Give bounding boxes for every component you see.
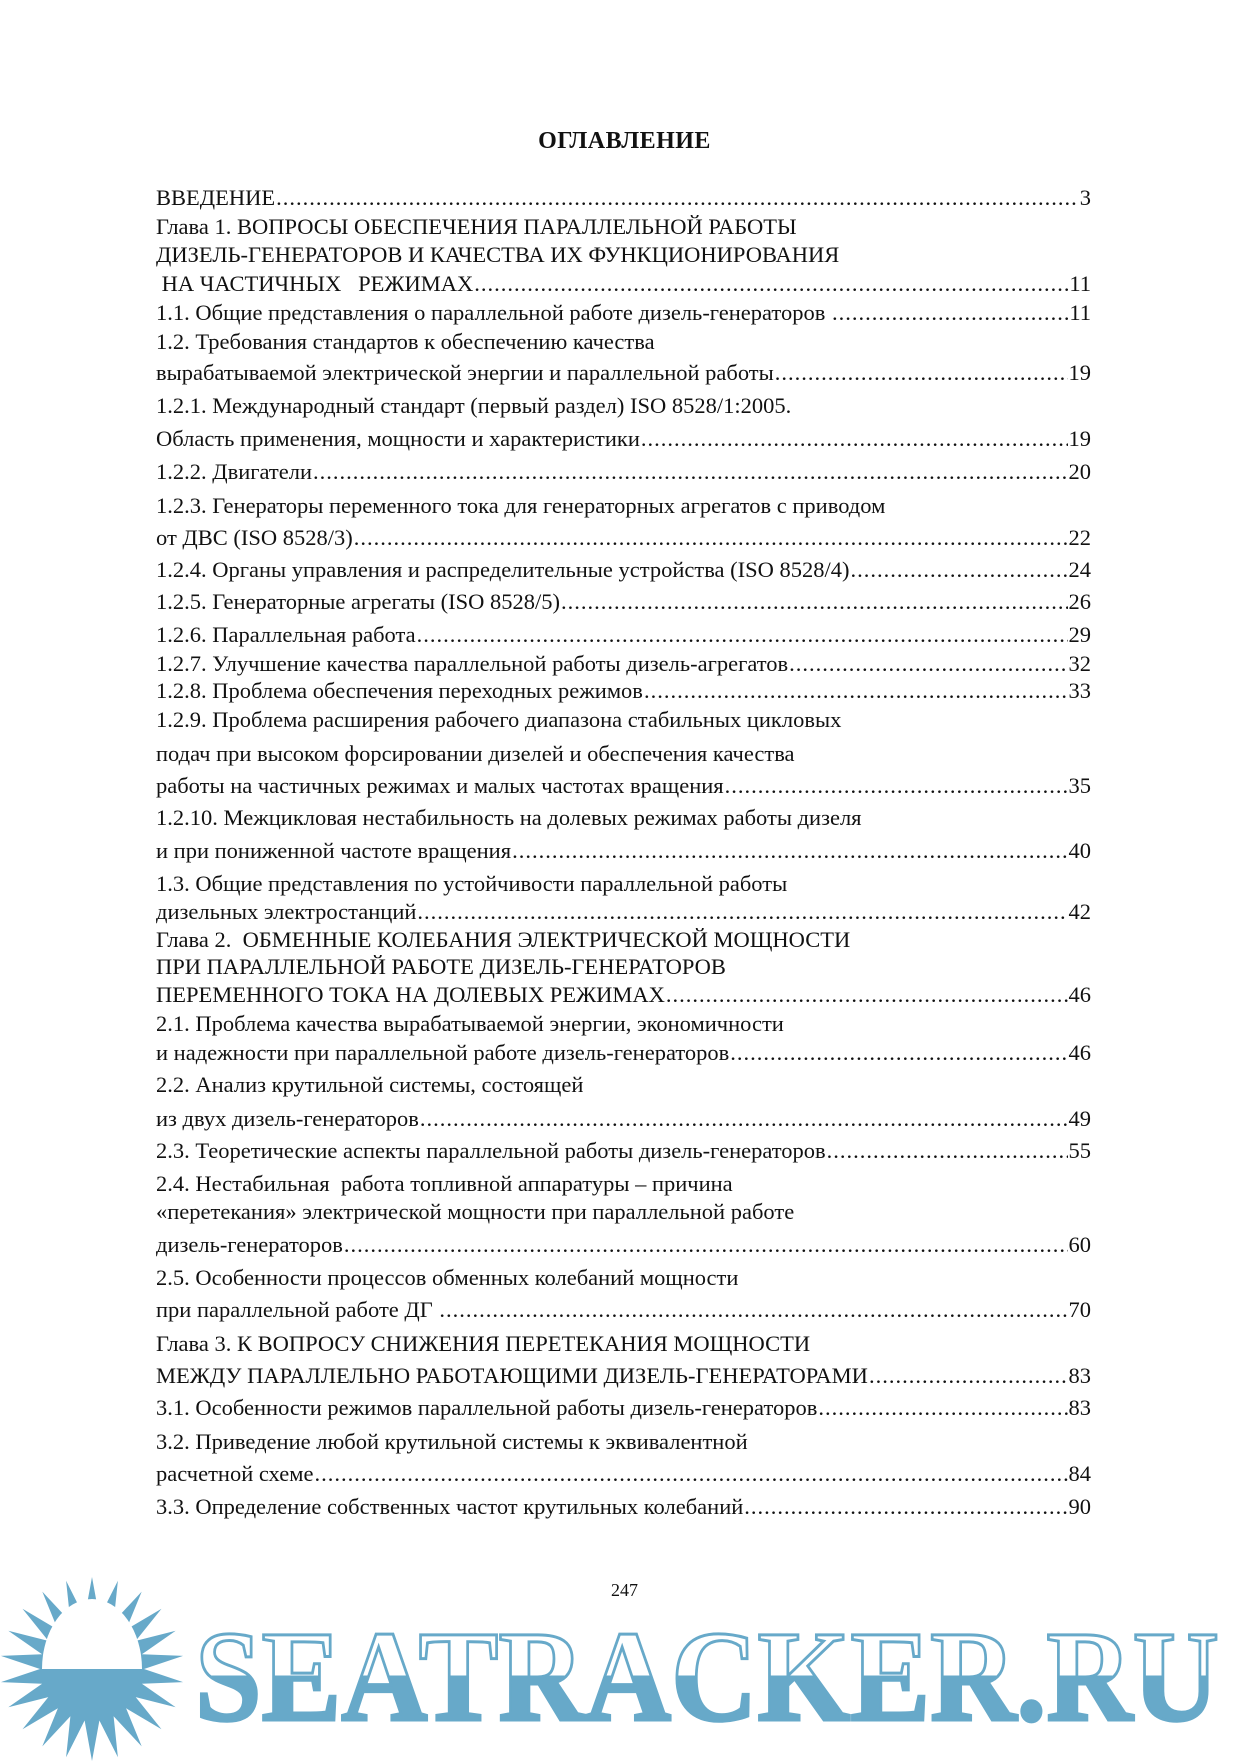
toc-entry-text: ПРИ ПАРАЛЛЕЛЬНОЙ РАБОТЕ ДИЗЕЛЬ-ГЕНЕРАТОРОВ bbox=[156, 954, 726, 979]
toc-entry-line bbox=[156, 1265, 1091, 1291]
toc-page-number: 90 bbox=[1068, 1494, 1091, 1519]
toc-entry-line bbox=[156, 1429, 1091, 1455]
dot-leader bbox=[474, 271, 1068, 297]
dot-leader bbox=[818, 1395, 1067, 1421]
toc-entry-text: «перетекания» электрической мощности при параллельной работе bbox=[156, 1199, 795, 1224]
toc-page-number: 60 bbox=[1068, 1232, 1091, 1257]
toc-entry-line bbox=[156, 300, 1091, 326]
toc-page-number: 32 bbox=[1068, 651, 1091, 676]
toc-entry-line bbox=[156, 741, 1091, 767]
toc-entry-line bbox=[156, 707, 1091, 733]
dot-leader bbox=[730, 1040, 1067, 1066]
toc-entry-text: 3.1. Особенности режимов параллельной работы дизель-генераторов bbox=[156, 1395, 818, 1420]
toc-entry-text: 1.2.9. Проблема расширения рабочего диапазона стабильных цикловых bbox=[156, 707, 842, 732]
toc-entry-line bbox=[156, 773, 1091, 799]
sun-icon bbox=[1, 1577, 183, 1761]
toc-entry-line bbox=[156, 525, 1091, 551]
toc-entry-line bbox=[156, 329, 1091, 355]
toc-page-number: 19 bbox=[1068, 426, 1091, 451]
toc-entry-line bbox=[156, 393, 1091, 419]
toc-entry-text: НА ЧАСТИЧНЫХ РЕЖИМАХ bbox=[156, 271, 474, 296]
toc-entry-line bbox=[156, 651, 1091, 677]
toc-entry-line bbox=[156, 1297, 1091, 1323]
dot-leader bbox=[344, 1232, 1068, 1258]
toc-entry-text: работы на частичных режимах и малых частотах вращения bbox=[156, 773, 724, 798]
toc-page-number: 11 bbox=[1069, 300, 1091, 325]
toc-entry-line bbox=[156, 1494, 1091, 1520]
toc-entry-line bbox=[156, 927, 1091, 953]
dot-leader bbox=[417, 899, 1067, 925]
toc-entry-line bbox=[156, 1331, 1091, 1357]
toc-entry-text: 1.2.4. Органы управления и распределительные устройства (ISO 8528/4) bbox=[156, 557, 850, 582]
toc-entry-text: 2.2. Анализ крутильной системы, состоящей bbox=[156, 1072, 584, 1097]
toc-entry-text: ПЕРЕМЕННОГО ТОКА НА ДОЛЕВЫХ РЕЖИМАХ bbox=[156, 982, 665, 1007]
toc-entry-line bbox=[156, 838, 1091, 864]
dot-leader bbox=[420, 1106, 1068, 1132]
toc-page-number: 40 bbox=[1068, 838, 1091, 863]
toc-page-number: 11 bbox=[1069, 271, 1091, 296]
toc-entry-text: от ДВС (ISO 8528/3) bbox=[156, 525, 353, 550]
toc-entry-text: 1.3. Общие представления по устойчивости параллельной работы bbox=[156, 871, 788, 896]
toc-page-number: 35 bbox=[1068, 773, 1091, 798]
dot-leader bbox=[644, 678, 1068, 704]
toc-entry-text: 1.2.7. Улучшение качества параллельной работы дизель-агрегатов bbox=[156, 651, 789, 676]
toc-entry-text: при параллельной работе ДГ bbox=[156, 1297, 439, 1322]
toc-page-number: 84 bbox=[1068, 1461, 1091, 1486]
dot-leader bbox=[561, 589, 1067, 615]
toc-entry-text: дизель-генераторов bbox=[156, 1232, 343, 1257]
toc-entry-text: 2.3. Теоретические аспекты параллельной работы дизель-генераторов bbox=[156, 1138, 826, 1163]
dot-leader bbox=[512, 838, 1067, 864]
toc-entry-text: 2.5. Особенности процессов обменных колебаний мощности bbox=[156, 1265, 739, 1290]
toc-entry-line bbox=[156, 426, 1091, 452]
page-title: ОГЛАВЛЕНИЕ bbox=[538, 128, 711, 154]
toc-entry-line bbox=[156, 459, 1091, 485]
toc-entry-text: ДИЗЕЛЬ-ГЕНЕРАТОРОВ И КАЧЕСТВА ИХ ФУНКЦИОНИРОВАНИЯ bbox=[156, 242, 840, 267]
dot-leader bbox=[417, 622, 1068, 648]
toc-entry-text: Глава 1. ВОПРОСЫ ОБЕСПЕЧЕНИЯ ПАРАЛЛЕЛЬНОЙ РАБОТЫ bbox=[156, 214, 797, 239]
toc-entry-line bbox=[156, 1363, 1091, 1389]
toc-entry-text: дизельных электростанций bbox=[156, 899, 417, 924]
toc-entry-line bbox=[156, 622, 1091, 648]
toc-entry-line bbox=[156, 493, 1091, 519]
toc-entry-line bbox=[156, 1171, 1091, 1197]
toc-entry-line bbox=[156, 1232, 1091, 1258]
toc-entry-text: МЕЖДУ ПАРАЛЛЕЛЬНО РАБОТАЮЩИМИ ДИЗЕЛЬ-ГЕНЕРАТОРАМИ bbox=[156, 1363, 868, 1388]
dot-leader bbox=[725, 773, 1068, 799]
toc-entry-text: 1.2. Требования стандартов к обеспечению качества bbox=[156, 329, 655, 354]
toc-entry-line bbox=[156, 871, 1091, 897]
toc-entry-line bbox=[156, 805, 1091, 831]
dot-leader bbox=[775, 360, 1068, 386]
toc-entry-text: 1.1. Общие представления о параллельной работе дизель-генераторов bbox=[156, 300, 831, 325]
toc-entry-text: и при пониженной частоте вращения bbox=[156, 838, 512, 863]
dot-leader bbox=[354, 525, 1068, 551]
toc-page-number: 46 bbox=[1068, 982, 1091, 1007]
toc-page-number: 3 bbox=[1079, 185, 1091, 210]
toc-entry-text: 2.4. Нестабильная работа топливной аппаратуры – причина bbox=[156, 1171, 733, 1196]
toc-entry-line bbox=[156, 1072, 1091, 1098]
toc-entry-text: 1.2.6. Параллельная работа bbox=[156, 622, 416, 647]
toc-page-number: 49 bbox=[1068, 1106, 1091, 1131]
toc-entry-text: 1.2.5. Генераторные агрегаты (ISO 8528/5) bbox=[156, 589, 561, 614]
toc-entry-line bbox=[156, 982, 1091, 1008]
dot-leader bbox=[314, 1461, 1067, 1487]
toc-page-number: 42 bbox=[1068, 899, 1091, 924]
dot-leader bbox=[744, 1494, 1067, 1520]
toc-entry-text: 1.2.3. Генераторы переменного тока для генераторных агрегатов с приводом bbox=[156, 493, 886, 518]
dot-leader bbox=[666, 982, 1068, 1008]
toc-page-number: 24 bbox=[1068, 557, 1091, 582]
toc-entry-line bbox=[156, 678, 1091, 704]
toc-entry-text: Глава 2. ОБМЕННЫЕ КОЛЕБАНИЯ ЭЛЕКТРИЧЕСКОЙ МОЩНОСТИ bbox=[156, 927, 851, 952]
toc-entry-text: из двух дизель-генераторов bbox=[156, 1106, 419, 1131]
toc-entry-line bbox=[156, 271, 1091, 297]
page-number: 247 bbox=[611, 1580, 638, 1600]
toc-entry-text: и надежности при параллельной работе дизель-генераторов bbox=[156, 1040, 730, 1065]
toc-page-number: 19 bbox=[1068, 360, 1091, 385]
toc-page-number: 26 bbox=[1068, 589, 1091, 614]
toc-page-number: 33 bbox=[1068, 678, 1091, 703]
toc-page-number: 70 bbox=[1068, 1297, 1091, 1322]
toc-entry-text: 1.2.8. Проблема обеспечения переходных режимов bbox=[156, 678, 643, 703]
toc-page-number: 83 bbox=[1068, 1363, 1091, 1388]
toc-entry-line bbox=[156, 1011, 1091, 1037]
toc-entry-line bbox=[156, 1395, 1091, 1421]
toc-page-number: 29 bbox=[1068, 622, 1091, 647]
toc-entry-line bbox=[156, 1040, 1091, 1066]
toc-entry-text: 3.2. Приведение любой крутильной системы к эквивалентной bbox=[156, 1429, 748, 1454]
dot-leader bbox=[439, 1297, 1067, 1323]
dot-leader bbox=[313, 459, 1068, 485]
dot-leader bbox=[276, 185, 1079, 211]
toc-entry-text: Глава 3. К ВОПРОСУ СНИЖЕНИЯ ПЕРЕТЕКАНИЯ МОЩНОСТИ bbox=[156, 1331, 811, 1356]
toc-entry-text: расчетной схеме bbox=[156, 1461, 314, 1486]
toc-entry-text: 2.1. Проблема качества вырабатываемой энергии, экономичности bbox=[156, 1011, 784, 1036]
toc-entry-line bbox=[156, 1138, 1091, 1164]
toc-entry-text: Область применения, мощности и характеристики bbox=[156, 426, 640, 451]
dot-leader bbox=[641, 426, 1068, 452]
toc-entry-line bbox=[156, 557, 1091, 583]
toc-entry-text: подач при высоком форсировании дизелей и обеспечения качества bbox=[156, 741, 795, 766]
toc-entry-line bbox=[156, 899, 1091, 925]
dot-leader bbox=[827, 1138, 1068, 1164]
dot-leader bbox=[869, 1363, 1068, 1389]
toc-page-number: 46 bbox=[1068, 1040, 1091, 1065]
toc-entry-line bbox=[156, 360, 1091, 386]
dot-leader bbox=[789, 651, 1067, 677]
toc-entry-line bbox=[156, 1199, 1091, 1225]
toc-entry-text: 1.2.10. Межцикловая нестабильность на долевых режимах работы дизеля bbox=[156, 805, 862, 830]
dot-leader bbox=[851, 557, 1068, 583]
toc-entry-line bbox=[156, 1461, 1091, 1487]
watermark-logo bbox=[0, 1575, 1249, 1761]
toc-entry-text: вырабатываемой электрической энергии и параллельной работы bbox=[156, 360, 774, 385]
toc-entry-text: 1.2.2. Двигатели bbox=[156, 459, 312, 484]
toc-entry-text: ВВЕДЕНИЕ bbox=[156, 185, 276, 210]
toc-entry-line bbox=[156, 214, 1091, 240]
toc-entry-line bbox=[156, 242, 1091, 268]
toc-page-number: 55 bbox=[1068, 1138, 1091, 1163]
toc-entry-line bbox=[156, 589, 1091, 615]
toc-entry-line bbox=[156, 185, 1091, 211]
toc-entry-line bbox=[156, 1106, 1091, 1132]
toc-page-number: 83 bbox=[1068, 1395, 1091, 1420]
toc-page-number: 22 bbox=[1068, 525, 1091, 550]
dot-leader bbox=[832, 300, 1068, 326]
watermark-text: SEATRACKER.RU bbox=[195, 1605, 1219, 1749]
toc-entry-line bbox=[156, 954, 1091, 980]
toc-entry-text: 3.3. Определение собственных частот крутильных колебаний bbox=[156, 1494, 744, 1519]
toc-page-number: 20 bbox=[1068, 459, 1091, 484]
toc-entry-text: 1.2.1. Международный стандарт (первый раздел) ISO 8528/1:2005. bbox=[156, 393, 792, 418]
